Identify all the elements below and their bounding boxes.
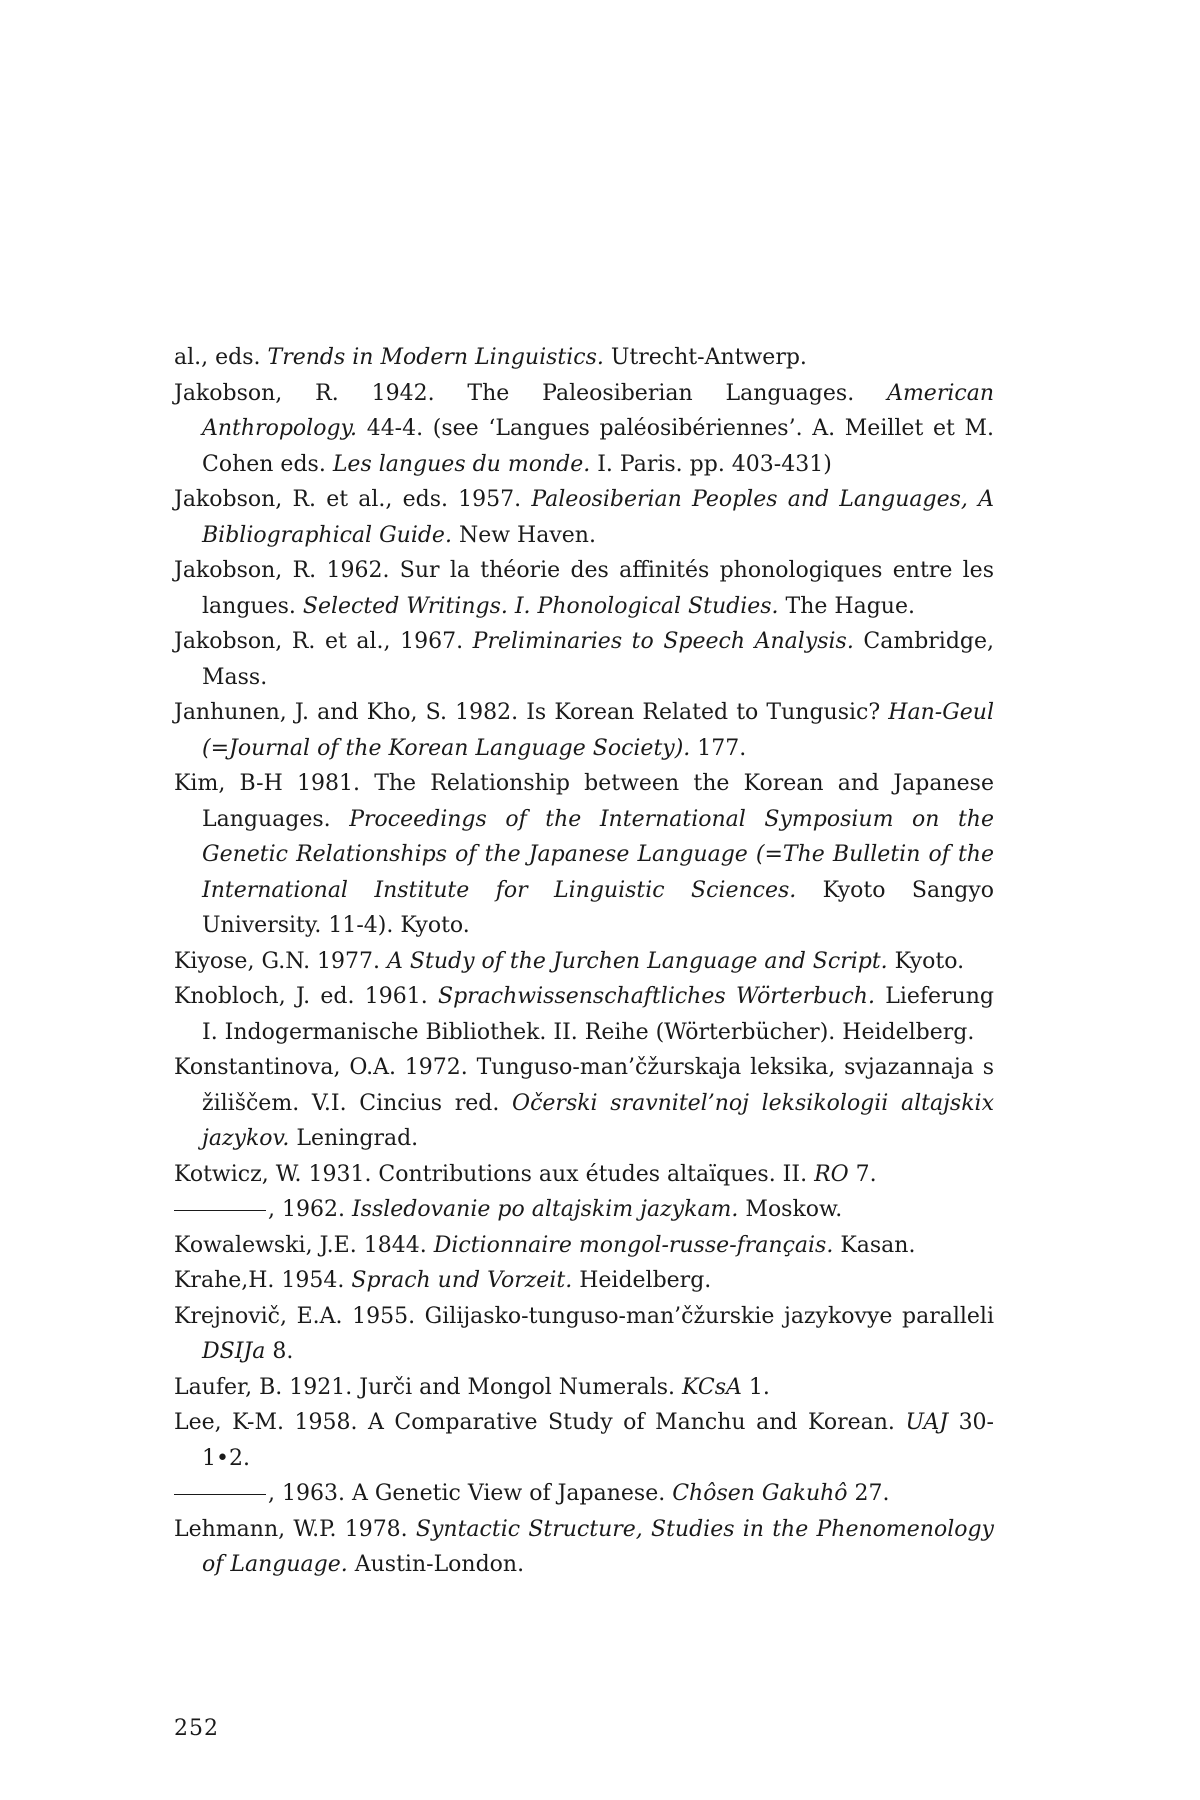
- entry-text: Kyoto.: [887, 948, 965, 974]
- entry-text: Austin-London.: [347, 1552, 525, 1577]
- entry-text: Leningrad.: [289, 1126, 419, 1151]
- bibliography-entry: [174, 1299, 994, 1370]
- entry-title-italic: Sprachwissenschaftliches Wörterbuch.: [438, 984, 875, 1009]
- entry-text: Janhunen, J. and Kho, S. 1982. Is Korean Related to Tungusic?: [174, 700, 889, 725]
- entry-text: Kotwicz, W. 1931. Contributions aux études altaïques. II.: [174, 1161, 815, 1187]
- entry-text: Heidelberg.: [572, 1268, 712, 1293]
- entry-text: Lieferung I. Indogermanische Bibliothek. II. Reihe (Wörterbücher). Heidelberg.: [202, 984, 994, 1045]
- entry-text: Kiyose, G.N. 1977.: [174, 948, 388, 974]
- entry-text: al., eds.: [174, 345, 268, 370]
- entry-text: Knobloch, J. ed. 1961.: [174, 984, 438, 1009]
- entry-title-italic: Han-Geul (=Journal of the Korean Language Society).: [202, 700, 994, 761]
- entry-text: Kasan.: [833, 1232, 916, 1258]
- entry-text: Lee, K-M. 1958. A Comparative Study of Manchu and Korean.: [174, 1410, 906, 1435]
- entry-title-italic: American Anthropology.: [202, 380, 994, 441]
- entry-title-italic: Očerski sravnitel’noj leksikologii altajskix jazykov.: [202, 1090, 995, 1151]
- bibliography-entry: [174, 1157, 994, 1193]
- bibliography-entry: [174, 1512, 994, 1583]
- entry-text: Krahe,H. 1954.: [174, 1268, 352, 1293]
- bibliography-entry: [174, 553, 994, 624]
- entry-text: Jakobson, R. et al., eds. 1957.: [174, 487, 532, 512]
- bibliography-entry: [174, 482, 994, 553]
- entry-title-italic: Dictionnaire mongol-russe-français.: [433, 1232, 834, 1258]
- entry-title-italic: UAJ: [905, 1410, 949, 1435]
- entry-text: Kowalewski, J.E. 1844.: [174, 1232, 434, 1258]
- entry-text: 177.: [690, 735, 747, 761]
- entry-text: Krejnovič, E.A. 1955. Gilijasko-tunguso-man’čžurskie jazykovye paralleli: [174, 1303, 994, 1329]
- bibliography-list: [174, 340, 994, 1583]
- bibliography-entry: [174, 944, 994, 980]
- entry-title-italic: Les langues du monde.: [332, 451, 591, 477]
- bibliography-entry: [174, 376, 994, 483]
- entry-text: I. Paris. pp. 403-431): [590, 451, 832, 477]
- entry-text: Moskow.: [738, 1197, 843, 1222]
- entry-text: New Haven.: [451, 522, 596, 548]
- bibliography-entry: [174, 1050, 994, 1157]
- entry-title-italic: Syntactic Structure, Studies in the Phenomenology of Language.: [202, 1516, 994, 1577]
- entry-title-italic: Issledovanie po altajskim jazykam.: [351, 1197, 739, 1222]
- bibliography-entry: [174, 695, 994, 766]
- entry-title-italic: KCsA: [682, 1374, 742, 1400]
- entry-text: Utrecht-Antwerp.: [603, 345, 807, 370]
- entry-text: , 1963. A Genetic View of Japanese.: [268, 1481, 673, 1506]
- entry-text: 8.: [265, 1339, 294, 1364]
- bibliography-entry: [174, 1405, 994, 1476]
- entry-text: 27.: [847, 1481, 890, 1506]
- entry-text: Konstantinova, O.A. 1972. Tunguso-man’čžurskaja leksika, svjazannaja s žiliščem. V.I. Cincius red.: [174, 1055, 994, 1116]
- entry-title-italic: Proceedings of the International Symposium on the Genetic Relationships of the Japanese Language (=The Bulletin of the International Institute for Linguistic Sciences.: [202, 806, 994, 903]
- entry-text: 7.: [848, 1161, 877, 1187]
- bibliography-entry: [174, 766, 994, 944]
- entry-title-italic: Selected Writings. I. Phonological Studies.: [302, 593, 779, 619]
- bibliography-entry: [174, 624, 994, 695]
- entry-text: Kim, B-H 1981. The Relationship between the Korean and Japanese Languages.: [174, 771, 994, 832]
- entry-text: Jakobson, R. 1962. Sur la théorie des affinités phonologiques entre les langues.: [174, 558, 994, 619]
- entry-title-italic: DSIJa: [202, 1339, 266, 1364]
- bibliography-entry: [174, 1228, 994, 1264]
- entry-text: Lehmann, W.P. 1978.: [174, 1516, 416, 1542]
- repeat-author-dash: [174, 1210, 266, 1211]
- entry-text: Laufer, B. 1921. Jurči and Mongol Numerals.: [174, 1374, 683, 1400]
- repeat-author-dash: [174, 1494, 266, 1495]
- page-number: 252: [174, 1716, 219, 1741]
- entry-text: Jakobson, R. et al., 1967.: [174, 629, 473, 654]
- entry-title-italic: Trends in Modern Linguistics.: [267, 345, 604, 370]
- entry-text: Cambridge, Mass.: [202, 629, 995, 690]
- entry-text: 44-4. (see ‘Langues paléosibériennes’. A. Meillet et M. Cohen eds.: [202, 416, 994, 477]
- bibliography-entry: [174, 1476, 994, 1512]
- entry-title-italic: Chôsen Gakuhô: [672, 1481, 848, 1506]
- entry-text: , 1962.: [268, 1197, 352, 1222]
- bibliography-entry: [174, 979, 994, 1050]
- entry-text: 30-1•2.: [202, 1410, 994, 1471]
- entry-text: Jakobson, R. 1942. The Paleosiberian Languages.: [174, 380, 888, 406]
- entry-title-italic: Preliminaries to Speech Analysis.: [472, 629, 854, 654]
- entry-text: 1.: [741, 1374, 770, 1400]
- bibliography-entry: [174, 1370, 994, 1406]
- entry-title-italic: Paleosiberian Peoples and Languages, A Bibliographical Guide.: [202, 487, 994, 548]
- entry-title-italic: A Study of the Jurchen Language and Script.: [387, 948, 888, 974]
- entry-title-italic: RO: [814, 1161, 849, 1187]
- bibliography-entry: [174, 340, 994, 376]
- entry-title-italic: Sprach und Vorzeit.: [351, 1268, 573, 1293]
- entry-text: The Hague.: [778, 593, 915, 619]
- entry-text: Kyoto Sangyo University. 11-4). Kyoto.: [202, 877, 994, 938]
- bibliography-entry: [174, 1192, 994, 1228]
- bibliography-entry: [174, 1263, 994, 1299]
